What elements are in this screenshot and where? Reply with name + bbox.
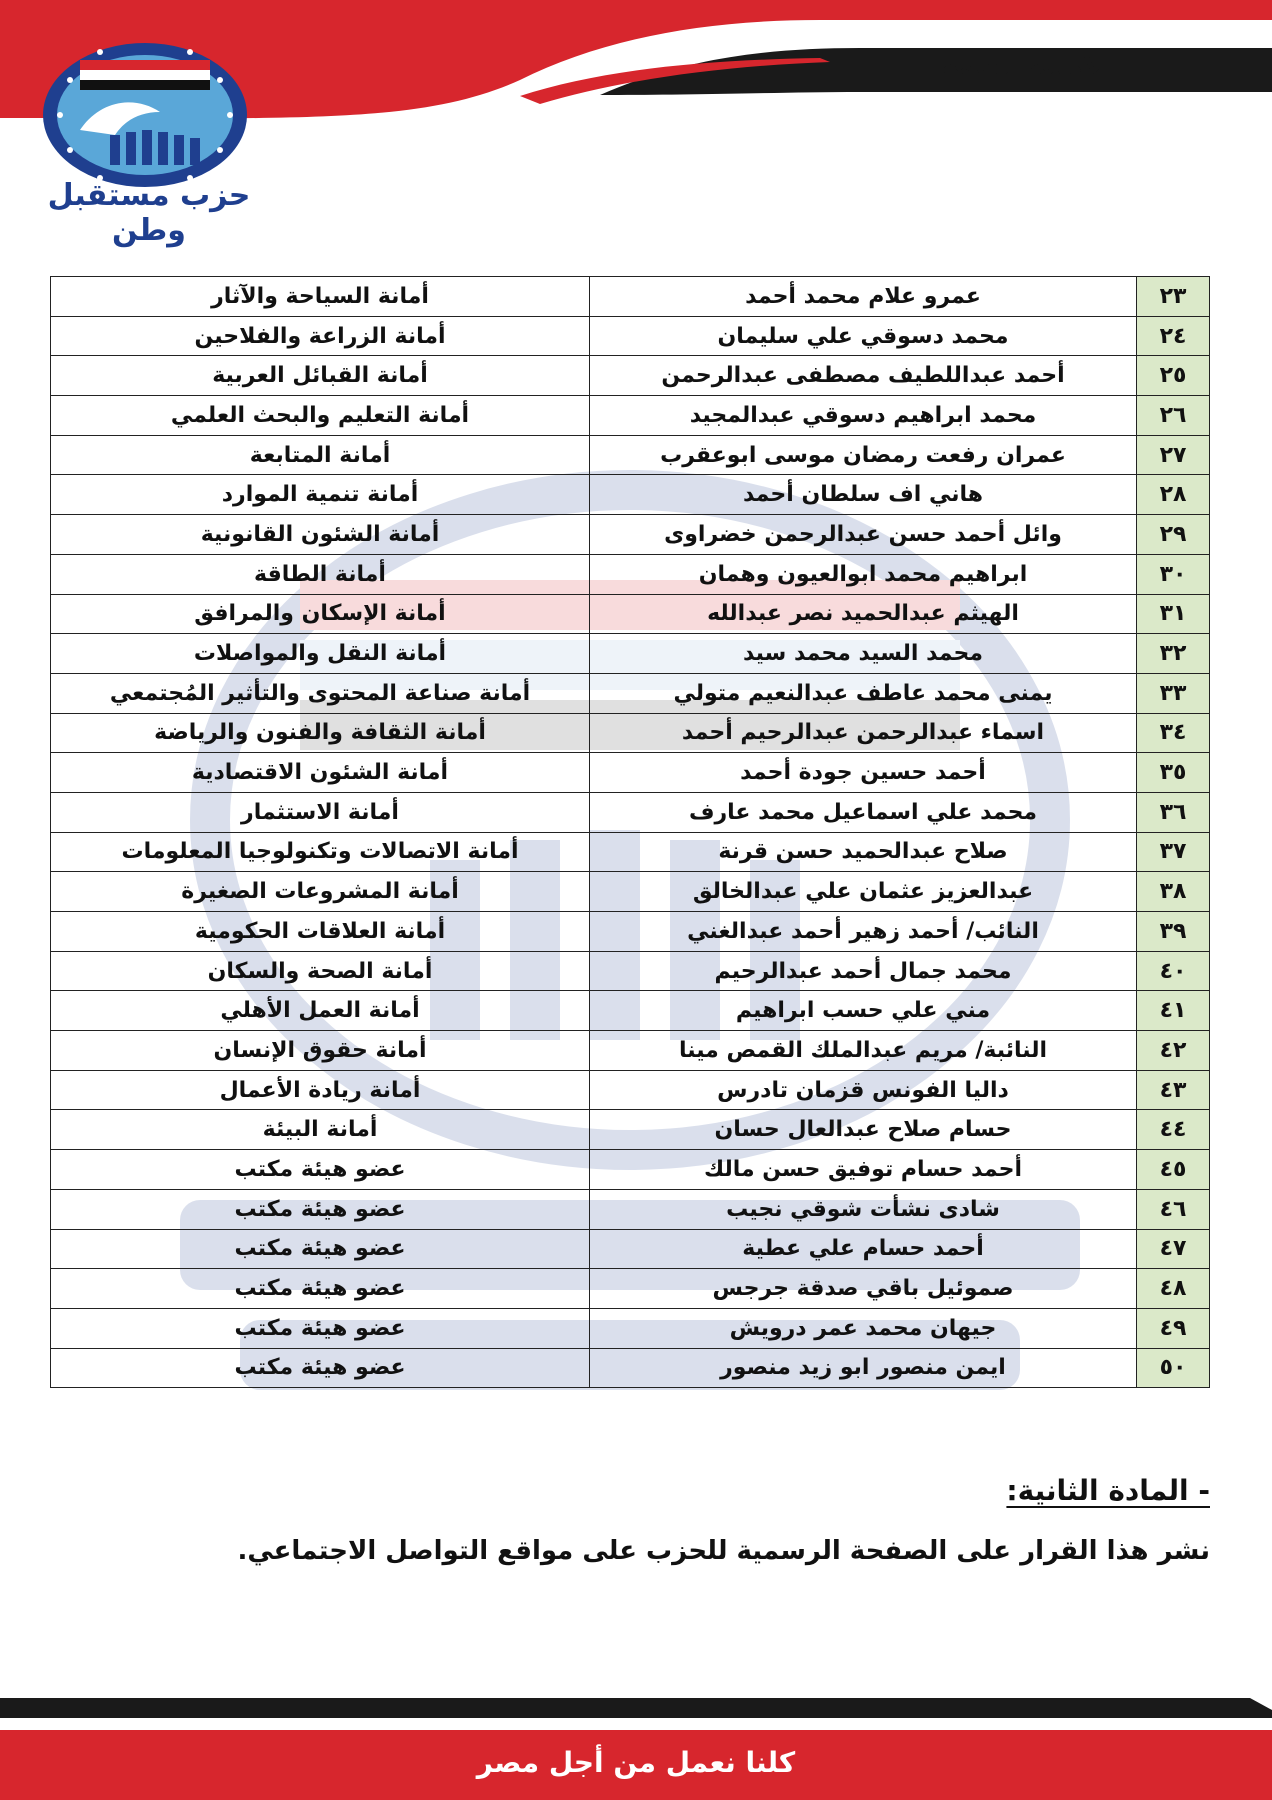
- table-row: [51, 475, 1210, 515]
- row-number: ٣٤: [1137, 713, 1210, 753]
- table-row: [51, 594, 1210, 634]
- member-name: النائبة/ مريم عبدالملك القمص مينا: [590, 1031, 1137, 1071]
- row-number: ٣٩: [1137, 912, 1210, 952]
- table-row: [51, 396, 1210, 436]
- row-number: ٤٥: [1137, 1150, 1210, 1190]
- member-role: أمانة البيئة: [51, 1110, 590, 1150]
- member-name: صلاح عبدالحميد حسن قرنة: [590, 832, 1137, 872]
- party-logo-emblem: [40, 40, 250, 190]
- members-table: [50, 276, 1210, 1388]
- member-name: أحمد حسام توفيق حسن مالك: [590, 1150, 1137, 1190]
- table-row: [51, 1070, 1210, 1110]
- table-row: [51, 1348, 1210, 1388]
- member-role: أمانة ريادة الأعمال: [51, 1070, 590, 1110]
- row-number: ٣٥: [1137, 753, 1210, 793]
- table-row: [51, 832, 1210, 872]
- member-role: أمانة الزراعة والفلاحين: [51, 316, 590, 356]
- row-number: ٢٥: [1137, 356, 1210, 396]
- row-number: ٥٠: [1137, 1348, 1210, 1388]
- member-role: عضو هيئة مكتب: [51, 1189, 590, 1229]
- member-role: أمانة الاتصالات وتكنولوجيا المعلومات: [51, 832, 590, 872]
- member-role: عضو هيئة مكتب: [51, 1348, 590, 1388]
- member-name: حسام صلاح عبدالعال حسان: [590, 1110, 1137, 1150]
- party-logo-text: حزب مستقبل وطن: [47, 178, 251, 248]
- row-number: ٤٦: [1137, 1189, 1210, 1229]
- table-row: [51, 991, 1210, 1031]
- member-role: أمانة المشروعات الصغيرة: [51, 872, 590, 912]
- header-title: الأمانة العامة: [942, 50, 1112, 81]
- row-number: ٢٩: [1137, 515, 1210, 555]
- member-role: أمانة القبائل العربية: [51, 356, 590, 396]
- row-number: ٣٣: [1137, 673, 1210, 713]
- member-role: أمانة تنمية الموارد: [51, 475, 590, 515]
- row-number: ٣٢: [1137, 634, 1210, 674]
- table-row: [51, 951, 1210, 991]
- row-number: ٣٧: [1137, 832, 1210, 872]
- footer-slogan: كلنا نعمل من أجل مصر: [476, 1746, 796, 1779]
- member-role: أمانة التعليم والبحث العلمي: [51, 396, 590, 436]
- row-number: ٤١: [1137, 991, 1210, 1031]
- member-role: أمانة صناعة المحتوى والتأثير المُجتمعي: [51, 673, 590, 713]
- member-name: هاني اف سلطان أحمد: [590, 475, 1137, 515]
- row-number: ٣٦: [1137, 792, 1210, 832]
- table-row: [51, 1150, 1210, 1190]
- member-role: أمانة حقوق الإنسان: [51, 1031, 590, 1071]
- member-role: أمانة العلاقات الحكومية: [51, 912, 590, 952]
- member-role: عضو هيئة مكتب: [51, 1229, 590, 1269]
- row-number: ٢٦: [1137, 396, 1210, 436]
- member-name: أحمد حسام علي عطية: [590, 1229, 1137, 1269]
- table-row: [51, 316, 1210, 356]
- footer-band: [0, 1690, 1272, 1800]
- table-row: [51, 912, 1210, 952]
- member-name: محمد جمال أحمد عبدالرحيم: [590, 951, 1137, 991]
- row-number: ٣٠: [1137, 554, 1210, 594]
- row-number: ٤٠: [1137, 951, 1210, 991]
- member-role: أمانة النقل والمواصلات: [51, 634, 590, 674]
- row-number: ٤٧: [1137, 1229, 1210, 1269]
- member-name: النائب/ أحمد زهير أحمد عبدالغني: [590, 912, 1137, 952]
- member-name: أحمد حسين جودة أحمد: [590, 753, 1137, 793]
- member-name: صموئيل باقي صدقة جرجس: [590, 1269, 1137, 1309]
- member-role: أمانة الصحة والسكان: [51, 951, 590, 991]
- member-name: محمد علي اسماعيل محمد عارف: [590, 792, 1137, 832]
- table-row: [51, 435, 1210, 475]
- table-row: [51, 1031, 1210, 1071]
- member-name: عبدالعزيز عثمان علي عبدالخالق: [590, 872, 1137, 912]
- table-row: [51, 792, 1210, 832]
- table-row: [51, 1110, 1210, 1150]
- table-row: [51, 356, 1210, 396]
- member-name: مني علي حسب ابراهيم: [590, 991, 1137, 1031]
- table-row: [51, 713, 1210, 753]
- article-title: - المادة الثانية:: [1006, 1474, 1210, 1507]
- member-role: أمانة السياحة والآثار: [51, 277, 590, 317]
- member-name: داليا الفونس قزمان تادرس: [590, 1070, 1137, 1110]
- member-name: اسماء عبدالرحمن عبدالرحيم أحمد: [590, 713, 1137, 753]
- member-role: أمانة الثقافة والفنون والرياضة: [51, 713, 590, 753]
- member-role: أمانة الطاقة: [51, 554, 590, 594]
- row-number: ٣٨: [1137, 872, 1210, 912]
- row-number: ٤٩: [1137, 1308, 1210, 1348]
- member-role: أمانة الإسكان والمرافق: [51, 594, 590, 634]
- table-row: [51, 753, 1210, 793]
- member-name: محمد دسوقي علي سليمان: [590, 316, 1137, 356]
- member-name: محمد ابراهيم دسوقي عبدالمجيد: [590, 396, 1137, 436]
- row-number: ٣١: [1137, 594, 1210, 634]
- member-name: جيهان محمد عمر درويش: [590, 1308, 1137, 1348]
- member-name: عمران رفعت رمضان موسى ابوعقرب: [590, 435, 1137, 475]
- member-role: أمانة العمل الأهلي: [51, 991, 590, 1031]
- member-role: أمانة الشئون الاقتصادية: [51, 753, 590, 793]
- member-role: أمانة المتابعة: [51, 435, 590, 475]
- row-number: ٢٨: [1137, 475, 1210, 515]
- member-name: شادى نشأت شوقي نجيب: [590, 1189, 1137, 1229]
- row-number: ٤٨: [1137, 1269, 1210, 1309]
- table-row: [51, 634, 1210, 674]
- member-name: ايمن منصور ابو زيد منصور: [590, 1348, 1137, 1388]
- row-number: ٤٤: [1137, 1110, 1210, 1150]
- member-role: أمانة الاستثمار: [51, 792, 590, 832]
- row-number: ٤٢: [1137, 1031, 1210, 1071]
- table-row: [51, 673, 1210, 713]
- table-row: [51, 1189, 1210, 1229]
- member-name: محمد السيد محمد سيد: [590, 634, 1137, 674]
- member-name: ابراهيم محمد ابوالعيون وهمان: [590, 554, 1137, 594]
- table-row: [51, 554, 1210, 594]
- row-number: ٢٧: [1137, 435, 1210, 475]
- member-role: أمانة الشئون القانونية: [51, 515, 590, 555]
- member-name: عمرو علام محمد أحمد: [590, 277, 1137, 317]
- table-row: [51, 1229, 1210, 1269]
- member-role: عضو هيئة مكتب: [51, 1308, 590, 1348]
- article-body: نشر هذا القرار على الصفحة الرسمية للحزب على مواقع التواصل الاجتماعي.: [237, 1536, 1210, 1566]
- member-name: الهيثم عبدالحميد نصر عبدالله: [590, 594, 1137, 634]
- table-row: [51, 872, 1210, 912]
- table-row: [51, 1269, 1210, 1309]
- member-name: وائل أحمد حسن عبدالرحمن خضراوى: [590, 515, 1137, 555]
- row-number: ٢٣: [1137, 277, 1210, 317]
- table-row: [51, 277, 1210, 317]
- row-number: ٤٣: [1137, 1070, 1210, 1110]
- row-number: ٢٤: [1137, 316, 1210, 356]
- table-row: [51, 515, 1210, 555]
- member-role: عضو هيئة مكتب: [51, 1150, 590, 1190]
- member-name: أحمد عبداللطيف مصطفى عبدالرحمن: [590, 356, 1137, 396]
- table-row: [51, 1308, 1210, 1348]
- member-name: يمنى محمد عاطف عبدالنعيم متولي: [590, 673, 1137, 713]
- member-role: عضو هيئة مكتب: [51, 1269, 590, 1309]
